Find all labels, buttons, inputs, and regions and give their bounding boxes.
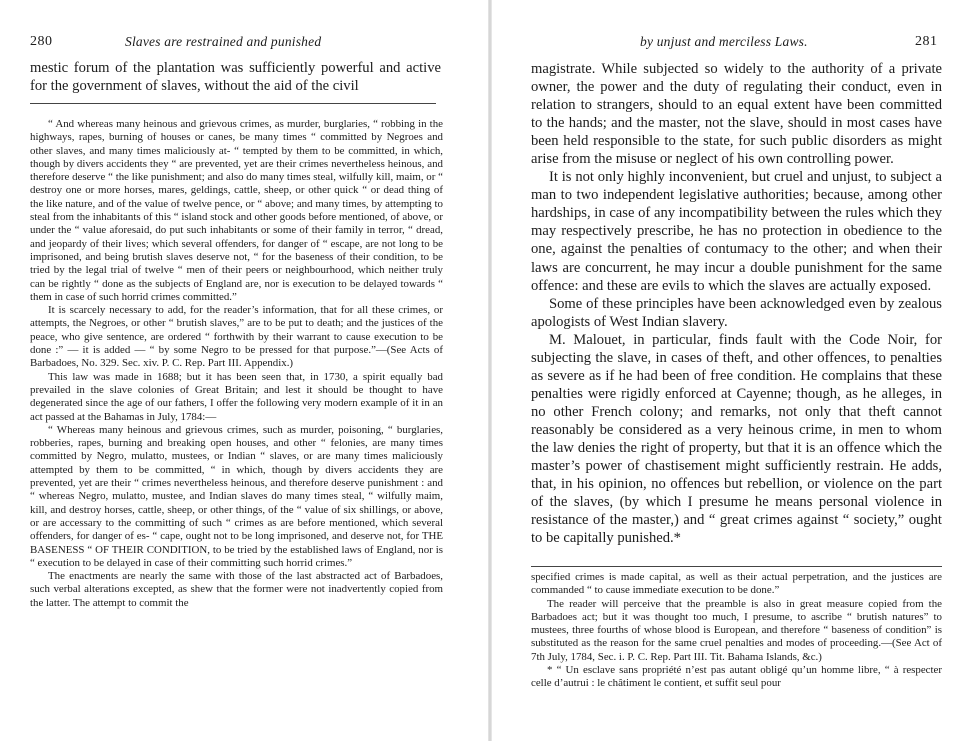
footnote-divider [30, 103, 436, 104]
footnote-divider [531, 566, 942, 567]
body-paragraph: It is not only highly inconvenient, but cruel and unjust, to subject a man to two independent legislative authorities; because, among other hardships, in case of any incompatibility between the rules which they may respectively prescribe, he has no protection in obedience to the one, against the penalties of contumacy to the other; and when their laws are concurrent, he may incur a double punishment for the same offence: and these are evils to which the slaves are actually exposed. [531, 169, 942, 294]
footnote-paragraph: The enactments are nearly the same with those of the last abstracted act of Barbadoes, such verbal alterations excepted, as shew that the former were not inadvertently copied from the latter. The attempt to commit the [30, 570, 443, 609]
page-number: 280 [30, 34, 53, 49]
body-paragraph: M. Malouet, in particular, finds fault with the Code Noir, for subjecting the slave, in cases of theft, and other offences, to penalties as severe as if he had been of free condition. He complains that these penalties were rigidly enforced at Cayenne; though, as he alleges, in no other French colony; and remarks, not only that theft cannot reasonably be considered as a very heinous crime, in men to whom the law denies the right of property, but that it is an offence which the master’s power of chastisement might sufficiently restrain. He adds, that, in his opinion, no offences but rebellion, or violence on the part of the slaves, (by which I presume he means personal violence in resistance of the master,) and “ great crimes against “ society,” ought to be capitally punished.* [531, 331, 942, 547]
body-paragraph: magistrate. While subjected so widely to the authority of a private owner, the power and the duty of regulating their conduct, even in relation to strangers, should to an equal extent have been committed to the hands; and the master, not the slave, should in most cases have been held responsible to the state, for such public disorders as might arise from the misuse or neglect of his own controlling power. [531, 61, 942, 168]
footnote [30, 118, 443, 610]
footnote-paragraph: specified crimes is made capital, as well as their actual perpetration, and the justices are commanded “ to cause immediate execution to be done.” [531, 571, 942, 597]
body-text [531, 60, 942, 547]
body-text [30, 60, 441, 95]
footnote-paragraph: The reader will perceive that the preamble is also in great measure copied from the Barbadoes act; but it was thought too much, I presume, to ascribe “ brutish natures” to mustees, three fourths of whose blood is European, and therefore “ baseness of condition” is substituted as the reason for the same cruel penalties and modes of proceeding.—(See Act of 7th July, 1784, Sec. i. P. C. Rep. Part III. Tit. Bahama Islands, &c.) [531, 597, 942, 663]
footnote-quote: “ And whereas many heinous and grievous crimes, as murder, burglaries, “ robbing in the highways, rapes, burning of houses or canes, be many times “ committed by Negroes and other slaves, and many times maliciously at- “ tempted by them to be committed, in which, though by divers accidents they “ are prevented, yet are their crimes nevertheless heinous, and therefore deserve “ the like punishment; and also do many times steal, wilfully kill, maim, or “ destroy one or more horses, mares, geldings, cattle, sheep, or other quick “ or dead thing of the like nature, and of the value of twelve pence, or “ above; and many times, by attempting to steal from the inhabitants of this “ island stock and other goods before mentioned, of above, or under the “ value aforesaid, do put such inhabitants or some of their family in terror, “ dread, and jeopardy of their lives; which several offenders, for danger of “ escape, are not long to be imprisoned, and being brutish slaves deserve not, “ for the baseness of their condition, to be tried by the legal trial of twelve “ men of their peers or neighbourhood, which neither truly can be rightly “ done as the subjects of England are, nor is execution to be delayed towards “ them in case of such horrid crimes committed.” [30, 118, 443, 303]
right-page [490, 0, 980, 741]
footnote-quote: “ Whereas many heinous and grievous crimes, such as murder, poisoning, “ burglaries, robberies, rapes, burning and breaking open houses, and other “ felonies, are many times committed by Negro, mulatto, mustees, or Indian “ slaves, or are many times maliciously attempted by them to be committed, “ in which, though by divers accidents they are prevented, yet are their “ crimes nevertheless heinous, and therefore deserve punishment : and “ whereas Negro, mulatto, mustee, and Indian slaves do many times steal, “ wilfully maim, kill, and destroy horses, cattle, sheep, or other things, of the “ value of six shillings, or above, or are accessary to the committing of such “ crimes as are before mentioned, which several offenders, for danger of es- “ cape, ought not to be long imprisoned, and deserve not, for THE BASENESS “ OF THEIR CONDITION, to be tried by the established laws of England, nor is “ execution to be delayed in case of their committing such horrid crimes.” [30, 423, 443, 569]
page-number: 281 [915, 34, 938, 49]
footnote-paragraph: This law was made in 1688; but it has been seen that, in 1730, a spirit equally bad prevailed in the slave colonies of Great Britain; and lest it should be thought to have degenerated since the age of our fathers, I offer the following very modern example of it in an act passed at the Bahamas in July, 1784:— [30, 370, 443, 423]
body-paragraph: mestic forum of the plantation was sufficiently powerful and active for the government of slaves, without the aid of the civil [30, 60, 441, 94]
body-paragraph: Some of these principles have been acknowledged even by zealous apologists of West Indian slavery. [531, 295, 942, 330]
footnote-paragraph: It is scarcely necessary to add, for the reader’s information, that for all these crimes, or attempts, the Negroes, or other “ brutish slaves,” are to be put to death; and the justices of the peace, who give sentence, are ordered “ forthwith by their warrant to cause execution to be done :” — it is added — “ by some Negro to be pressed for that purpose.”—(See Acts of Barbadoes, No. 329. Sec. xiv. P. C. Rep. Part III. Appendix.) [30, 304, 443, 370]
running-title: by unjust and merciless Laws. [640, 34, 808, 49]
footnote-paragraph: * “ Un esclave sans propriété n’est pas autant obligé qu’un homme libre, “ à respecter celle d’autrui : le châtiment le contient, et suffit seul pour [531, 664, 942, 690]
footnote [531, 571, 942, 691]
running-title: Slaves are restrained and punished [125, 34, 322, 49]
